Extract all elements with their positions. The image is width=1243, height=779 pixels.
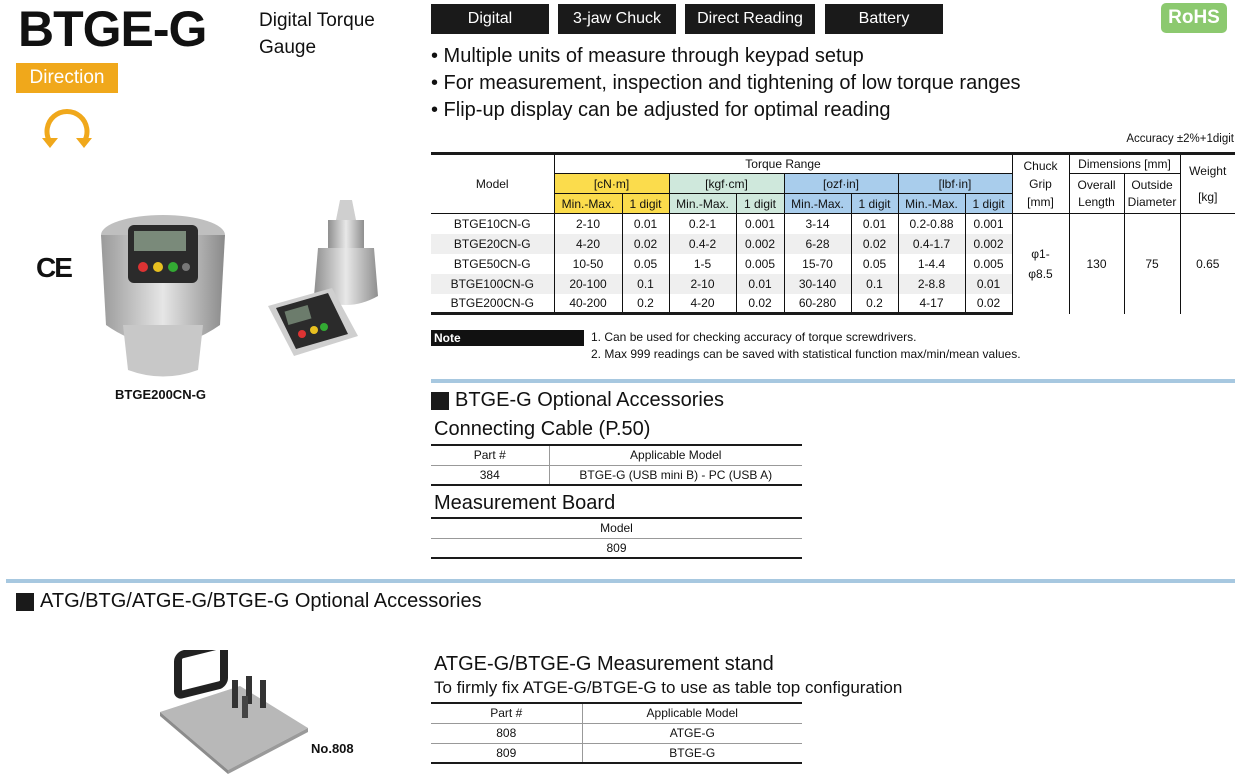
accuracy-note: Accuracy ±2%+1digit	[1126, 133, 1234, 145]
outside-diameter-cell: 75	[1124, 214, 1180, 314]
table-cell: 4-17	[898, 294, 965, 314]
table-cell: 1-5	[669, 254, 736, 274]
table-cell: 2-10	[669, 274, 736, 294]
section-divider	[6, 579, 1235, 583]
measurement-stand-image	[160, 650, 310, 775]
model-header: Model	[431, 154, 554, 214]
table-cell: 0.01	[851, 214, 898, 234]
table-cell: 2-8.8	[898, 274, 965, 294]
torque-range-header: Torque Range	[554, 154, 1012, 174]
chuck-grip-header: Chuck Grip [mm]	[1012, 154, 1069, 214]
board-heading: Measurement Board	[434, 492, 616, 514]
table-cell: 0.05	[851, 254, 898, 274]
model-cell: BTGE50CN-G	[453, 256, 531, 271]
table-cell: 30-140	[784, 274, 851, 294]
digit-header: 1 digit	[622, 194, 669, 214]
unit-cnm-header: [cN·m]	[554, 174, 669, 194]
table-cell: 6-28	[784, 234, 851, 254]
table-cell: 4-20	[669, 294, 736, 314]
model-cell: BTGE100CN-G	[431, 274, 554, 294]
table-cell: 0.002	[736, 234, 784, 254]
weight-cell: 0.65	[1180, 214, 1235, 314]
chuck-grip-cell: φ1- φ8.5	[1012, 214, 1069, 314]
feature-item: • Flip-up display can be adjusted for optimal reading	[431, 99, 891, 121]
product-subtitle: Digital Torque Gauge	[259, 10, 375, 58]
table-row	[431, 743, 802, 763]
table-cell: 0.001	[965, 214, 1012, 234]
table-cell: 40-200	[554, 294, 622, 314]
tag-digital: Digital	[431, 4, 549, 34]
table-cell: 0.2-1	[669, 214, 736, 234]
table-cell: 0.05	[622, 254, 669, 274]
table-cell: 808	[431, 723, 582, 743]
stand-heading: ATGE-G/BTGE-G Measurement stand	[434, 653, 774, 675]
applicable-model-header: Applicable Model	[549, 445, 802, 465]
table-cell: 0.01	[736, 274, 784, 294]
tag-battery: Battery	[825, 4, 943, 34]
model-header: Model	[431, 518, 802, 538]
table-cell: 0.002	[965, 234, 1012, 254]
heading-text: ATG/BTG/ATGE-G/BTGE-G Optional Accessories	[40, 590, 482, 612]
tag-3-jaw-chuck: 3-jaw Chuck	[558, 4, 676, 34]
heading-square-icon	[431, 392, 449, 410]
table-cell: 0.1	[622, 274, 669, 294]
unit-lbfin-header: [lbf·in]	[898, 174, 1012, 194]
table-cell: 15-70	[784, 254, 851, 274]
table-cell: BTGE-G	[582, 743, 802, 763]
cable-table	[431, 444, 802, 486]
rotation-direction-icon	[40, 102, 94, 150]
table-cell: 0.02	[736, 294, 784, 314]
ce-mark: CE	[36, 252, 71, 283]
tag-direct-reading: Direct Reading	[685, 4, 815, 34]
table-cell: 0.005	[736, 254, 784, 274]
stand-description: To firmly fix ATGE-G/BTGE-G to use as table top configuration	[434, 678, 903, 697]
digit-header: 1 digit	[736, 194, 784, 214]
board-table	[431, 517, 802, 559]
table-cell: 0.01	[965, 274, 1012, 294]
part-header: Part #	[431, 445, 549, 465]
table-cell: 0.01	[622, 214, 669, 234]
table-cell: 3-14	[784, 214, 851, 234]
note-list	[591, 329, 1021, 363]
feature-item: • Multiple units of measure through keypad setup	[431, 45, 864, 67]
table-row	[431, 214, 1235, 234]
note-item: 2. Max 999 readings can be saved with statistical function max/min/mean values.	[591, 347, 1021, 361]
heading-square-icon	[16, 593, 34, 611]
stand-table	[431, 702, 802, 764]
product-title: BTGE-G	[18, 1, 207, 57]
digit-header: 1 digit	[965, 194, 1012, 214]
model-cell: BTGE10CN-G	[453, 216, 531, 231]
table-cell: 4-20	[554, 234, 622, 254]
table-row	[431, 465, 802, 485]
heading-text: BTGE-G Optional Accessories	[455, 389, 724, 411]
outside-diameter-header: Outside Diameter	[1124, 174, 1180, 214]
table-cell: 2-10	[554, 214, 622, 234]
note-item: 1. Can be used for checking accuracy of torque screwdrivers.	[591, 330, 917, 344]
digit-header: 1 digit	[851, 194, 898, 214]
table-cell: 0.02	[851, 234, 898, 254]
overall-length-header: Overall Length	[1069, 174, 1124, 214]
unit-ozfin-header: [ozf·in]	[784, 174, 898, 194]
note-label: Note	[431, 330, 584, 346]
cable-heading: Connecting Cable (P.50)	[434, 418, 651, 440]
direction-label: Direction	[16, 63, 118, 93]
product-caption: BTGE200CN-G	[115, 387, 207, 402]
min-max-header: Min.-Max.	[554, 194, 622, 214]
table-cell: 0.2	[622, 294, 669, 314]
common-accessories-heading	[16, 590, 482, 613]
weight-header: Weight [kg]	[1180, 154, 1235, 214]
section-divider	[431, 379, 1235, 383]
unit-kgfcm-header: [kgf·cm]	[669, 174, 784, 194]
table-cell: BTGE-G (USB mini B) - PC (USB A)	[549, 465, 802, 485]
table-cell: ATGE-G	[582, 723, 802, 743]
model-cell: BTGE200CN-G	[431, 294, 554, 314]
min-max-header: Min.-Max.	[898, 194, 965, 214]
table-cell: 20-100	[554, 274, 622, 294]
table-cell: 0.4-1.7	[898, 234, 965, 254]
table-cell: 10-50	[554, 254, 622, 274]
table-cell: 809	[431, 743, 582, 763]
product-image-gauge-angle	[262, 196, 382, 371]
min-max-header: Min.-Max.	[669, 194, 736, 214]
table-cell: 0.2	[851, 294, 898, 314]
table-row	[431, 538, 802, 558]
table-cell: 60-280	[784, 294, 851, 314]
part-header: Part #	[431, 703, 582, 723]
product-image-gauge-front	[98, 205, 228, 380]
min-max-header: Min.-Max.	[784, 194, 851, 214]
table-cell: 809	[431, 538, 802, 558]
table-cell: 0.02	[965, 294, 1012, 314]
overall-length-cell: 130	[1069, 214, 1124, 314]
feature-item: • For measurement, inspection and tightening of low torque ranges	[431, 72, 1021, 94]
model-cell: BTGE20CN-G	[431, 234, 554, 254]
rohs-badge: RoHS	[1161, 3, 1227, 33]
table-cell: 0.001	[736, 214, 784, 234]
btge-accessories-heading	[431, 389, 724, 412]
table-cell: 0.02	[622, 234, 669, 254]
table-cell: 0.2-0.88	[898, 214, 965, 234]
table-cell: 1-4.4	[898, 254, 965, 274]
table-cell: 384	[431, 465, 549, 485]
table-cell: 0.4-2	[669, 234, 736, 254]
dimensions-header: Dimensions [mm]	[1069, 154, 1180, 174]
stand-image-caption: No.808	[311, 741, 354, 756]
spec-table	[431, 152, 1235, 315]
table-cell: 0.005	[965, 254, 1012, 274]
feature-list	[431, 43, 1021, 124]
table-row	[431, 723, 802, 743]
table-cell: 0.1	[851, 274, 898, 294]
applicable-model-header: Applicable Model	[582, 703, 802, 723]
